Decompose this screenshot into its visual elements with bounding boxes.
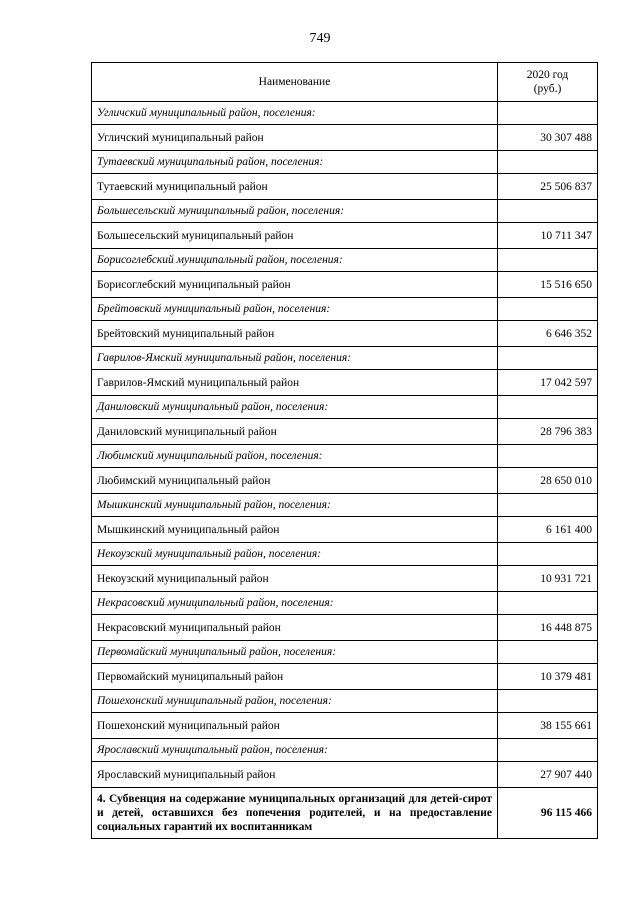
table-row (92, 494, 598, 517)
district-name: Большесельский муниципальный район (92, 223, 498, 249)
table-row (92, 713, 598, 739)
empty-amount-cell (498, 690, 598, 713)
district-amount: 28 796 383 (498, 419, 598, 445)
district-amount: 15 516 650 (498, 272, 598, 298)
table-row (92, 272, 598, 298)
empty-amount-cell (498, 396, 598, 419)
district-name: Даниловский муниципальный район (92, 419, 498, 445)
district-name: Угличский муниципальный район (92, 125, 498, 151)
empty-amount-cell (498, 543, 598, 566)
table-row (92, 125, 598, 151)
empty-amount-cell (498, 102, 598, 125)
subvention-amount: 96 115 466 (498, 788, 598, 839)
table-row (92, 543, 598, 566)
empty-amount-cell (498, 641, 598, 664)
district-amount: 27 907 440 (498, 762, 598, 788)
district-name: Гаврилов-Ямский муниципальный район (92, 370, 498, 396)
table-row (92, 592, 598, 615)
district-name: Борисоглебский муниципальный район (92, 272, 498, 298)
table-row (92, 641, 598, 664)
empty-amount-cell (498, 298, 598, 321)
table-row (92, 298, 598, 321)
settlements-subtitle: Даниловский муниципальный район, поселения: (92, 396, 498, 419)
empty-amount-cell (498, 347, 598, 370)
budget-table (91, 62, 598, 839)
empty-amount-cell (498, 200, 598, 223)
district-amount: 25 506 837 (498, 174, 598, 200)
column-header-name: Наименование (92, 63, 498, 102)
district-name: Брейтовский муниципальный район (92, 321, 498, 347)
district-amount: 6 161 400 (498, 517, 598, 543)
table-row (92, 762, 598, 788)
empty-amount-cell (498, 592, 598, 615)
settlements-subtitle: Тутаевский муниципальный район, поселения: (92, 151, 498, 174)
table-row (92, 739, 598, 762)
table-row (92, 396, 598, 419)
column-header-unit: (руб.) (533, 83, 562, 95)
table-row (92, 200, 598, 223)
district-name: Некоузский муниципальный район (92, 566, 498, 592)
settlements-subtitle: Гаврилов-Ямский муниципальный район, поселения: (92, 347, 498, 370)
district-amount: 10 379 481 (498, 664, 598, 690)
table-row (92, 615, 598, 641)
settlements-subtitle: Большесельский муниципальный район, поселения: (92, 200, 498, 223)
column-header-year: 2020 год (526, 69, 569, 81)
table-row (92, 347, 598, 370)
district-amount: 38 155 661 (498, 713, 598, 739)
district-name: Некрасовский муниципальный район (92, 615, 498, 641)
district-name: Любимский муниципальный район (92, 468, 498, 494)
district-amount: 17 042 597 (498, 370, 598, 396)
empty-amount-cell (498, 151, 598, 174)
settlements-subtitle: Пошехонский муниципальный район, поселения: (92, 690, 498, 713)
empty-amount-cell (498, 445, 598, 468)
district-name: Мышкинский муниципальный район (92, 517, 498, 543)
settlements-subtitle: Мышкинский муниципальный район, поселения: (92, 494, 498, 517)
settlements-subtitle: Некоузский муниципальный район, поселения: (92, 543, 498, 566)
district-amount: 16 448 875 (498, 615, 598, 641)
district-amount: 10 711 347 (498, 223, 598, 249)
table-row (92, 468, 598, 494)
settlements-subtitle: Брейтовский муниципальный район, поселения: (92, 298, 498, 321)
table-row (92, 174, 598, 200)
subvention-title: 4. Субвенция на содержание муниципальных организаций для детей-сирот и детей, оставшихся без попечения родителей, и на предоставление социальных гарантий их воспитанникам (92, 788, 498, 839)
empty-amount-cell (498, 494, 598, 517)
district-amount: 28 650 010 (498, 468, 598, 494)
district-amount: 6 646 352 (498, 321, 598, 347)
empty-amount-cell (498, 249, 598, 272)
table-row (92, 690, 598, 713)
table-row (92, 151, 598, 174)
settlements-subtitle: Любимский муниципальный район, поселения: (92, 445, 498, 468)
table-row (92, 517, 598, 543)
table-row (92, 788, 598, 839)
empty-amount-cell (498, 739, 598, 762)
page-number: 749 (309, 31, 331, 46)
district-name: Пошехонский муниципальный район (92, 713, 498, 739)
district-name: Тутаевский муниципальный район (92, 174, 498, 200)
district-name: Ярославский муниципальный район (92, 762, 498, 788)
settlements-subtitle: Угличский муниципальный район, поселения: (92, 102, 498, 125)
table-row (92, 566, 598, 592)
settlements-subtitle: Некрасовский муниципальный район, поселения: (92, 592, 498, 615)
district-amount: 10 931 721 (498, 566, 598, 592)
table-header-row (92, 63, 598, 102)
table-row (92, 419, 598, 445)
table-row (92, 249, 598, 272)
district-name: Первомайский муниципальный район (92, 664, 498, 690)
column-header-amount (498, 63, 598, 102)
table-row (92, 321, 598, 347)
table-row (92, 664, 598, 690)
table-row (92, 445, 598, 468)
table-row (92, 102, 598, 125)
district-amount: 30 307 488 (498, 125, 598, 151)
settlements-subtitle: Борисоглебский муниципальный район, поселения: (92, 249, 498, 272)
settlements-subtitle: Ярославский муниципальный район, поселения: (92, 739, 498, 762)
table-row (92, 370, 598, 396)
settlements-subtitle: Первомайский муниципальный район, поселения: (92, 641, 498, 664)
table-row (92, 223, 598, 249)
